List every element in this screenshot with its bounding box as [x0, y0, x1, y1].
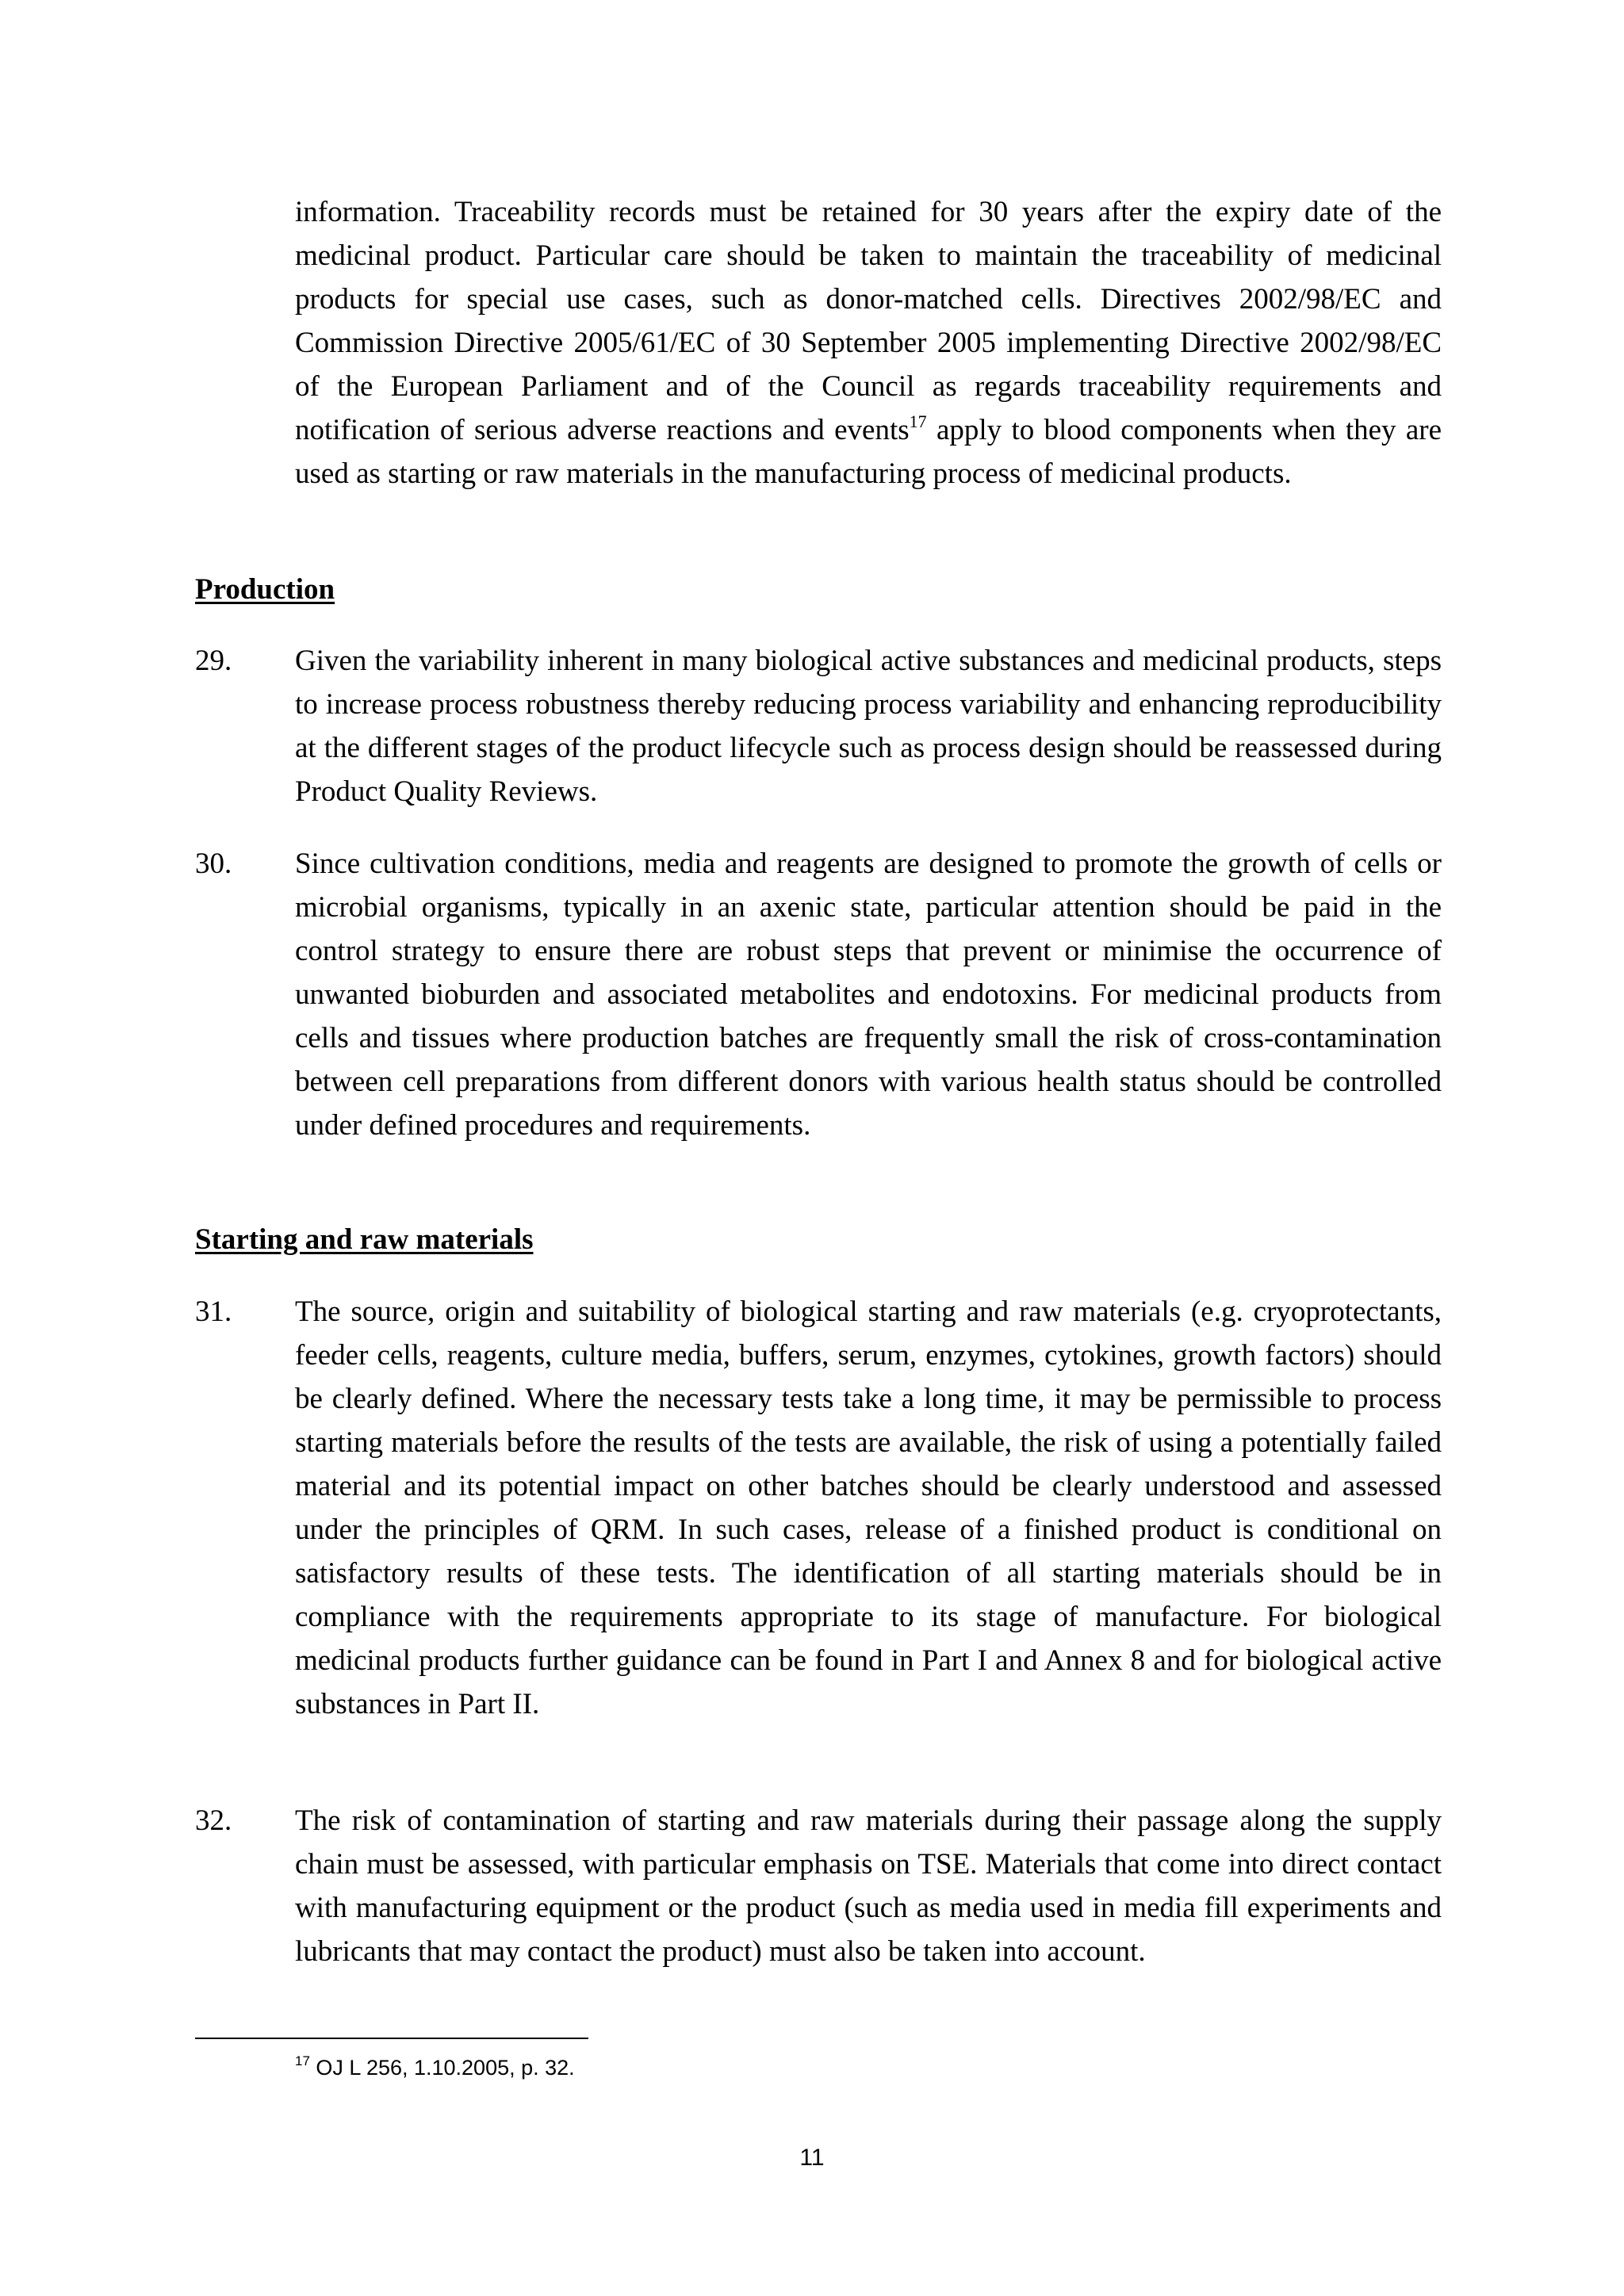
footnote-number: 17: [295, 2053, 310, 2068]
paragraph-text: The risk of contamination of starting and raw materials during their passage along the supply chain must be assessed, with particular emphasis on TSE. Materials that come into direct contact with manufacturing equipment or the product (such as media used in media fill experiments and lubricants that may contact the product) must also be taken into account.: [295, 1804, 1442, 1968]
paragraph-text: Since cultivation conditions, media and reagents are designed to promote the growth of cells or microbial organisms, typically in an axenic state, particular attention should be paid in the control strategy to ensure there are robust steps that prevent or minimise the occurrence of unwanted bioburden and associated metabolites and endotoxins. For medicinal products from cells and tissues where production batches are frequently small the risk of cross-contamination between cell preparations from different donors with various health status should be controlled under defined procedures and requirements.: [295, 848, 1442, 1142]
intro-text-continued: apply to blood components when they are used as starting or raw materials in the manufacturing process of medicinal products.: [295, 414, 1442, 490]
page-number: 11: [799, 2145, 825, 2171]
paragraph-number: 31.: [195, 1295, 232, 1328]
paragraph-number: 29.: [195, 645, 232, 677]
paragraph-number: 32.: [195, 1804, 232, 1837]
intro-text: information. Traceability records must be retained for 30 years after the expiry date of the medicinal product. Particular care should be taken to maintain the traceability of medicinal products for special use cases, such as donor-matched cells. Directives 2002/98/EC and Commission Directive 2005/61/EC of 30 September 2005 implementing Directive 2002/98/EC of the European Parliament and of the Council as regards traceability requirements and notification of serious adverse reactions and events: [295, 196, 1442, 446]
footnote-divider: [195, 2038, 588, 2039]
paragraph-text: The source, origin and suitability of biological starting and raw materials (e.g. cryoprotectants, feeder cells, reagents, culture media, buffers, serum, enzymes, cytokines, growth factors) should be clearly defined. Where the necessary tests take a long time, it may be permissible to process starting materials before the results of the tests are available, the risk of using a potentially failed material and its potential impact on other batches should be clearly understood and assessed under the principles of QRM. In such cases, release of a finished product is conditional on satisfactory results of these tests. The identification of all starting materials should be in compliance with the requirements appropriate to its stage of manufacture. For biological medicinal products further guidance can be found in Part I and Annex 8 and for biological active substances in Part II.: [295, 1295, 1442, 1720]
paragraph-text: Given the variability inherent in many biological active substances and medicinal products, steps to increase process robustness thereby reducing process variability and enhancing reproducibility at the different stages of the product lifecycle such as process design should be reassessed during Product Quality Reviews.: [295, 645, 1442, 808]
section-heading-production: Production: [195, 573, 335, 606]
footnote: [295, 2052, 575, 2084]
intro-paragraph: [295, 190, 1442, 496]
paragraph-number: 30.: [195, 848, 232, 880]
footnote-reference[interactable]: 17: [909, 411, 927, 431]
section-heading-starting-raw-materials: Starting and raw materials: [195, 1223, 534, 1256]
footnote-text: OJ L 256, 1.10.2005, p. 32.: [309, 2056, 575, 2080]
